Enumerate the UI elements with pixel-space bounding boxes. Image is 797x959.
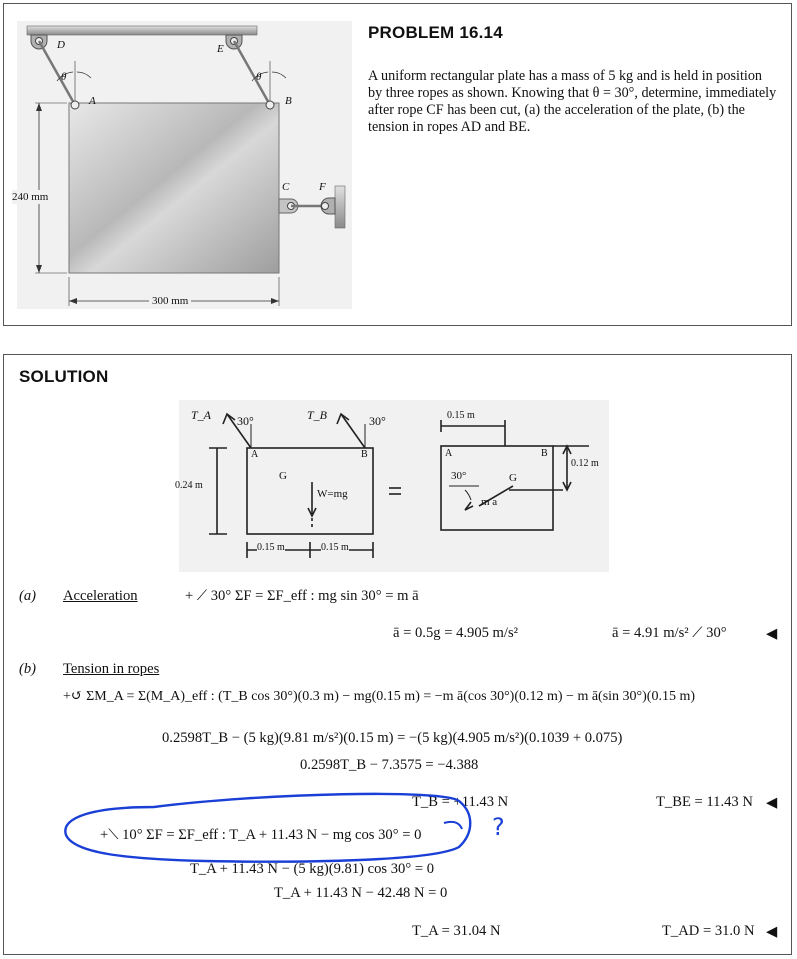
part-a-eq1: + ⟋ 30° ΣF = ΣF_eff : mg sin 30° = m ā [185, 588, 419, 604]
sketch-eff-right: 0.12 m [571, 458, 599, 469]
problem-panel [3, 3, 792, 326]
part-b-answer-BE: T_BE = 11.43 N [656, 794, 753, 810]
ceiling [27, 26, 257, 35]
free-body-sketch [175, 400, 609, 572]
sketch-W: W=mg [317, 488, 348, 500]
wall-F [335, 186, 345, 228]
label-E: E [217, 43, 224, 55]
sketch-G: G [279, 470, 287, 482]
label-C: C [282, 181, 290, 193]
part-b-title: Tension in ropes [63, 661, 160, 677]
label-A: A [89, 95, 96, 107]
part-b-eq6: T_A + 11.43 N − (5 kg)(9.81) cos 30° = 0 [190, 861, 435, 877]
label-theta-2: θ [256, 71, 262, 83]
sketch-eff-angle: 30° [451, 470, 467, 482]
part-b-eq3: 0.2598T_B − 7.3575 = −4.388 [300, 757, 479, 773]
sketch-angle-1: 30° [237, 414, 254, 428]
sketch-TA: T_A [191, 408, 212, 422]
pin-B [266, 101, 274, 109]
problem-figure [12, 21, 352, 309]
part-b-eq8: T_A = 31.04 N [412, 923, 501, 939]
answer-marker-a: ◀ [766, 626, 778, 642]
part-b-tag: (b) [19, 661, 37, 677]
sketch-equals [419, 474, 420, 475]
plate-figure [17, 21, 352, 309]
sketch-height: 0.24 m [175, 480, 203, 491]
problem-statement: A uniform rectangular plate has a mass of 5 kg and is held in position by three ropes as shown. Knowing that θ = 30°, determine, immediately after rope CF has been cut, (a) the acceleration of the plate, (b) the tension in ropes AD and BE. [368, 68, 777, 135]
pin-A [71, 101, 79, 109]
pen-question-mark: ? [492, 813, 505, 841]
part-a-title: Acceleration [63, 588, 138, 604]
solution-panel [3, 354, 792, 955]
sketch-TB: T_B [307, 408, 328, 422]
sketch-eff-B: B [541, 448, 548, 459]
label-D: D [57, 39, 65, 51]
sketch-eff-ma: m a [481, 496, 498, 508]
part-a-answer: ā = 4.91 m/s² ⟋ 30° [612, 625, 727, 641]
sketch-B: B [361, 449, 368, 460]
sketch-right-half: 0.15 m [321, 542, 349, 553]
part-b-eq1: +↺ ΣM_A = Σ(M_A)_eff : (T_B cos 30°)(0.3 m) − mg(0.15 m) = −m ā(cos 30°)(0.12 m) − m ā(sin 30°)(0.15 m) [63, 689, 696, 704]
label-F: F [319, 181, 326, 193]
part-b-answer-AD: T_AD = 31.0 N [662, 923, 755, 939]
label-B: B [285, 95, 292, 107]
problem-heading: PROBLEM 16.14 [368, 23, 503, 42]
answer-marker-b2: ◀ [766, 924, 778, 940]
sketch-eff-G: G [509, 472, 517, 484]
rope-BE [234, 41, 270, 105]
part-b-eq4: T_B = +11.43 N [412, 794, 509, 810]
sketch-angle-2: 30° [369, 414, 386, 428]
sketch-A: A [251, 449, 259, 460]
part-b-eq5: +⟍ 10° ΣF = ΣF_eff : T_A + 11.43 N − mg cos 30° = 0 [100, 827, 422, 843]
dim-240mm: 240 mm [12, 191, 49, 203]
dim-300mm: 300 mm [149, 295, 191, 307]
solution-heading: SOLUTION [19, 367, 109, 386]
pin-F [322, 203, 329, 210]
part-b-eq2: 0.2598T_B − (5 kg)(9.81 m/s²)(0.15 m) = −(5 kg)(4.905 m/s²)(0.1039 + 0.075) [162, 730, 623, 746]
label-theta-1: θ [61, 71, 67, 83]
sketch-eff-top: 0.15 m [447, 410, 475, 421]
sketch-left-half: 0.15 m [257, 542, 285, 553]
answer-marker-b1: ◀ [766, 795, 778, 811]
part-a-eq2: ā = 0.5g = 4.905 m/s² [393, 625, 519, 641]
part-b-eq7: T_A + 11.43 N − 42.48 N = 0 [274, 885, 448, 901]
plate [69, 103, 279, 273]
part-a-tag: (a) [19, 588, 37, 604]
sketch-eff-A: A [445, 448, 453, 459]
